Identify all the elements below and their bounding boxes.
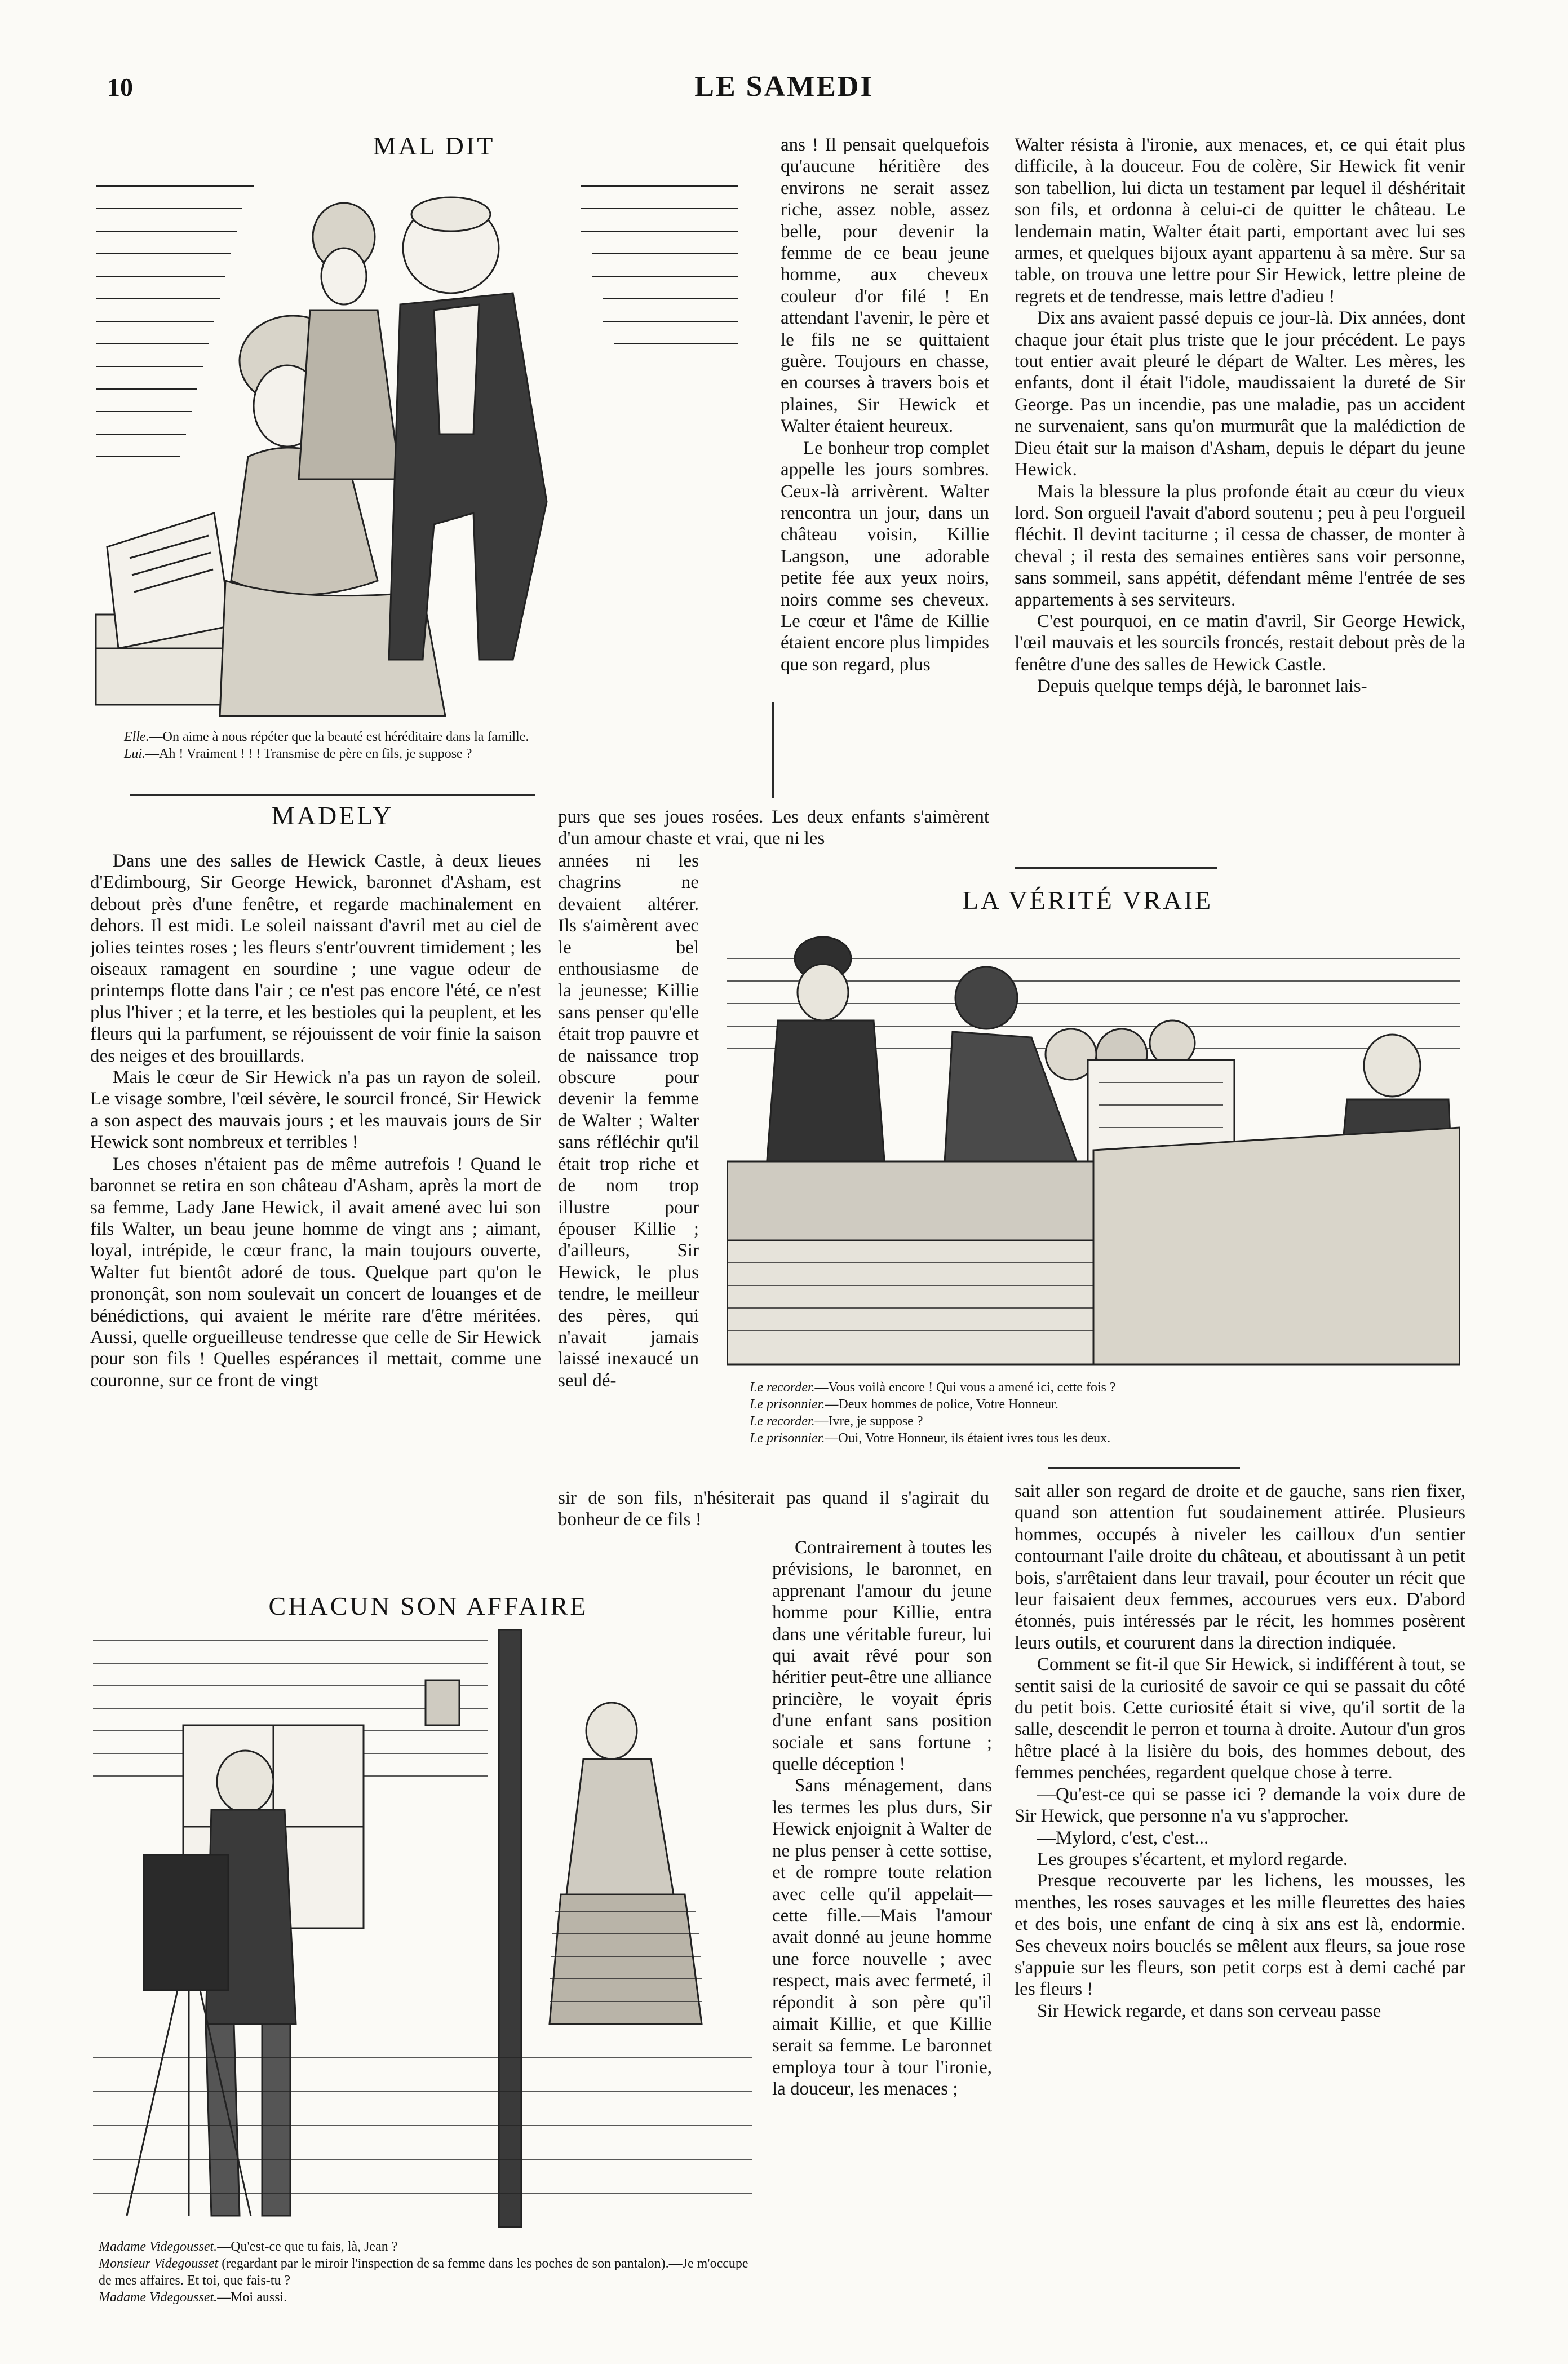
page-number: 10	[107, 73, 133, 101]
paragraph: Le bonheur trop complet appelle les jours sombres. Ceux-là arrivèrent. Walter rencontra un jour, dans un château voisin, Killie Langson, une adorable petite fée aux yeux noirs, noirs comme ses cheveux. Le cœur et l'âme de Killie étaient encore plus limpides que son regard, plus	[781, 438, 989, 675]
paragraph: —Qu'est-ce qui se passe ici ? demande la voix dure de Sir Hewick, que personne n'a vu s'approcher.	[1015, 1784, 1465, 1827]
paragraph: sait aller son regard de droite et de gauche, sans rien fixer, quand son attention fut soudainement attirée. Plusieurs hommes, occupés à niveler les cailloux d'un sentier contournant l'aile droite du château, et aboutissant à un petit bois, s'arrêtaient dans leur travail, pour écouter un récit que leur faisaient deux femmes, accourues vers eux. D'abord étonnés, puis intéressés par le récit, les hommes posèrent leurs outils, et coururent dans la direction indiquée.	[1015, 1481, 1465, 1653]
paragraph: Dans une des salles de Hewick Castle, à deux lieues d'Edimbourg, Sir George Hewick, baronnet d'Asham, est debout près d'une fenêtre, et regarde machinalement en dehors. Il est midi. Le soleil naissant d'avril met au ciel de jolies teintes roses ; les fleurs s'entr'ouvrent timidement ; les oiseaux ramagent en sourdine ; une vague odeur de printemps flotte dans l'air ; ce n'est pas encore l'été, ce n'est plus l'hiver ; et la terre, et les bestioles qui la peuplent, et les fleurs qui la parfument, se réjouissent de voir finie la saison des neiges et des brouillards.	[90, 851, 541, 1066]
paragraph: C'est pourquoi, en ce matin d'avril, Sir George Hewick, l'œil mauvais et les sourcils froncés, restait debout près de la fenêtre d'une des salles de Hewick Castle.	[1015, 611, 1465, 675]
col3-top-text	[1015, 134, 1465, 697]
column-rule	[772, 702, 774, 798]
caption-line: Elle.—On aime à nous répéter que la beauté est héréditaire dans la famille.	[124, 730, 529, 744]
caption-line: Monsieur Videgousset (regardant par le miroir l'inspection de sa femme dans les poches de son pantalon).—Je m'occupe de mes affaires. Et toi, que fais-tu ?	[99, 2256, 748, 2288]
verite-illustration	[727, 925, 1460, 1376]
section-rule	[1048, 1467, 1240, 1469]
madely-heading: MADELY	[271, 801, 394, 830]
caption-line: Madame Videgousset.—Qu'est-ce que tu fais, là, Jean ?	[99, 2239, 398, 2254]
paragraph: Dix ans avaient passé depuis ce jour-là. Dix années, dont chaque jour était plus triste que le jour précédent. Le pays tout entier avait pleuré le départ de Walter. Les mères, les enfants, dont il était l'idole, maudissaient la dureté de Sir George. Pas un incendie, pas une maladie, pas un accident ne survenaient, sans qu'on murmurât que la malédiction de Dieu était sur la maison d'Asham, depuis le départ du jeune Hewick.	[1015, 308, 1465, 480]
section-rule	[1015, 867, 1217, 869]
col2-narrow-text	[558, 850, 699, 1391]
caption-line: Le prisonnier.—Oui, Votre Honneur, ils étaient ivres tous les deux.	[750, 1431, 1111, 1446]
col2-wide-text	[558, 806, 989, 850]
col2-bottom-text	[558, 1487, 989, 1531]
chacun-caption	[99, 2238, 752, 2306]
paragraph: ans ! Il pensait quelquefois qu'aucune héritière des environs ne serait assez riche, assez noble, assez belle, pour devenir la femme de ce beau jeune homme, aux cheveux couleur d'or filé ! En attendant l'avenir, le père et le fils ne se quittaient guère. Toujours en chasse, en courses à travers bois et plaines, Sir Hewick et Walter étaient heureux.	[781, 135, 989, 437]
paragraph: Comment se fit-il que Sir Hewick, si indifférent à tout, se sentit saisi de la curiosité de savoir ce qui se passait du côté du petit bois. Cette curiosité était si vive, qu'il sortit de la salle, descendit le perron et tourna à droite. Autour d'un gros hêtre placé à la lisière du bois, des hommes debout, des femmes penchées, regardent quelque chose à terre.	[1015, 1654, 1465, 1783]
paragraph: Sans ménagement, dans les termes les plus durs, Sir Hewick enjoignit à Walter de ne plus penser à cette sottise, et de rompre toute relation avec celle qu'il appelait—cette fille.—Mais l'amour avait donné au jeune homme une force nouvelle ; avec respect, mais avec fermeté, il répondit à son père qu'il aimait Killie, et que Killie serait sa femme. Le baronnet employa tour à tour l'ironie, la douceur, les menaces ;	[772, 1775, 992, 2100]
paragraph: Mais la blessure la plus profonde était au cœur du vieux lord. Son orgueil l'avait d'abord soutenu ; peu à peu l'orgueil fléchit. Il devint taciturne ; il cessa de chasser, de monter à cheval ; il resta des semaines entières sans voir personne, sans sommeil, sans appétit, défendant même l'entrée de ses appartements à ses serviteurs.	[1015, 481, 1465, 610]
col3-lower-text	[1015, 1481, 1465, 2022]
col2-top-text	[781, 134, 989, 675]
chacun-heading: CHACUN SON AFFAIRE	[268, 1592, 588, 1620]
paragraph: Presque recouverte par les lichens, les mousses, les menthes, les roses sauvages et les mille fleurettes des haies et des bois, une enfant de cinq à six ans est là, endormie. Ses cheveux noirs bouclés se mêlent aux fleurs, sa joue rose s'appuie sur les fleurs, son petit corps est à demi caché par les fleurs !	[1015, 1871, 1465, 2000]
paragraph: Contrairement à toutes les prévisions, le baronnet, en apprenant l'amour du jeune homme pour Killie, entra dans une véritable fureur, lui qui avait rêvé pour son héritier peut-être une alliance princière, le voyait épris d'une enfant sans position sociale et sans fortune ; quelle déception !	[772, 1537, 992, 1775]
paragraph: Les choses n'étaient pas de même autrefois ! Quand le baronnet se retira en son château d'Asham, après la mort de sa femme, Lady Jane Hewick, il avait amené avec lui son fils Walter, un beau jeune homme de vingt ans ; aimant, loyal, intrépide, le cœur franc, la main toujours ouverte, Walter fut bientôt adoré de tous. Quelque part qu'on le prononçât, son nom soulevait un concert de louanges et de bénédictions, qui avaient le mérite rare d'être méritées. Aussi, quelle orgueilleuse tendresse que celle de Sir Hewick pour son fils ! Quelles espérances il mettait, comme une couronne, sur ce front de vingt	[90, 1154, 541, 1391]
section-rule	[130, 794, 535, 796]
verite-caption	[750, 1379, 1460, 1447]
col2-lower-text	[772, 1537, 992, 2100]
caption-line: Madame Videgousset.—Moi aussi.	[99, 2290, 287, 2305]
mal-dit-illustration	[85, 164, 744, 727]
caption-line: Le prisonnier.—Deux hommes de police, Votre Honneur.	[750, 1397, 1058, 1412]
newspaper-title: LE SAMEDI	[694, 70, 874, 103]
paragraph: Mais le cœur de Sir Hewick n'a pas un rayon de soleil. Le visage sombre, l'œil sévère, le sourcil froncé, Sir Hewick a son aspect des mauvais jours ; et les mauvais jours de Sir Hewick sont nombreux et terribles !	[90, 1067, 541, 1153]
madely-text	[90, 850, 541, 1391]
mal-dit-caption	[124, 728, 750, 762]
verite-heading: LA VÉRITÉ VRAIE	[962, 886, 1213, 914]
paragraph: —Mylord, c'est, c'est...	[1037, 1827, 1209, 1848]
chacun-illustration	[93, 1629, 752, 2233]
paragraph: sir de son fils, n'hésiterait pas quand il s'agirait du bonheur de ce fils !	[558, 1488, 989, 1530]
paragraph: Depuis quelque temps déjà, le baronnet lais-	[1037, 676, 1367, 697]
caption-line: Lui.—Ah ! Vraiment ! ! ! Transmise de père en fils, je suppose ?	[124, 746, 472, 761]
caption-line: Le recorder.—Ivre, je suppose ?	[750, 1414, 923, 1429]
paragraph: Walter résista à l'ironie, aux menaces, et, ce qui était plus difficile, à la douceur. Fou de colère, Sir Hewick fit venir son tabellion, lui dicta un testament par lequel il déshéritait son fils, et ordonna à celui-ci de quitter le château. Le lendemain matin, Walter était parti, emportant avec lui ses armes, et quelques bijoux ayant appartenu à sa mère. Sur sa table, on trouva une lettre pour Sir Hewick, lettre pleine de regrets et de tendresse, mais lettre d'adieu !	[1015, 135, 1465, 307]
paragraph: Les groupes s'écartent, et mylord regarde.	[1037, 1849, 1348, 1870]
paragraph: Sir Hewick regarde, et dans son cerveau passe	[1037, 2000, 1381, 2021]
caption-line: Le recorder.—Vous voilà encore ! Qui vous a amené ici, cette fois ?	[750, 1380, 1116, 1395]
paragraph: purs que ses joues rosées. Les deux enfants s'aimèrent d'un amour chaste et vrai, que ni les	[558, 807, 989, 849]
mal-dit-heading: MAL DIT	[373, 131, 495, 160]
paragraph: années ni les chagrins ne devaient altérer. Ils s'aimèrent avec le bel enthousiasme de la jeunesse; Killie sans penser qu'elle était trop pauvre et de naissance trop obscure pour devenir la femme de Walter ; Walter sans réfléchir qu'il était trop riche et de nom trop illustre pour épouser Killie ; d'ailleurs, Sir Hewick, le plus tendre, le meilleur des pères, qui n'avait jamais laissé inexaucé un seul dé-	[558, 851, 699, 1391]
